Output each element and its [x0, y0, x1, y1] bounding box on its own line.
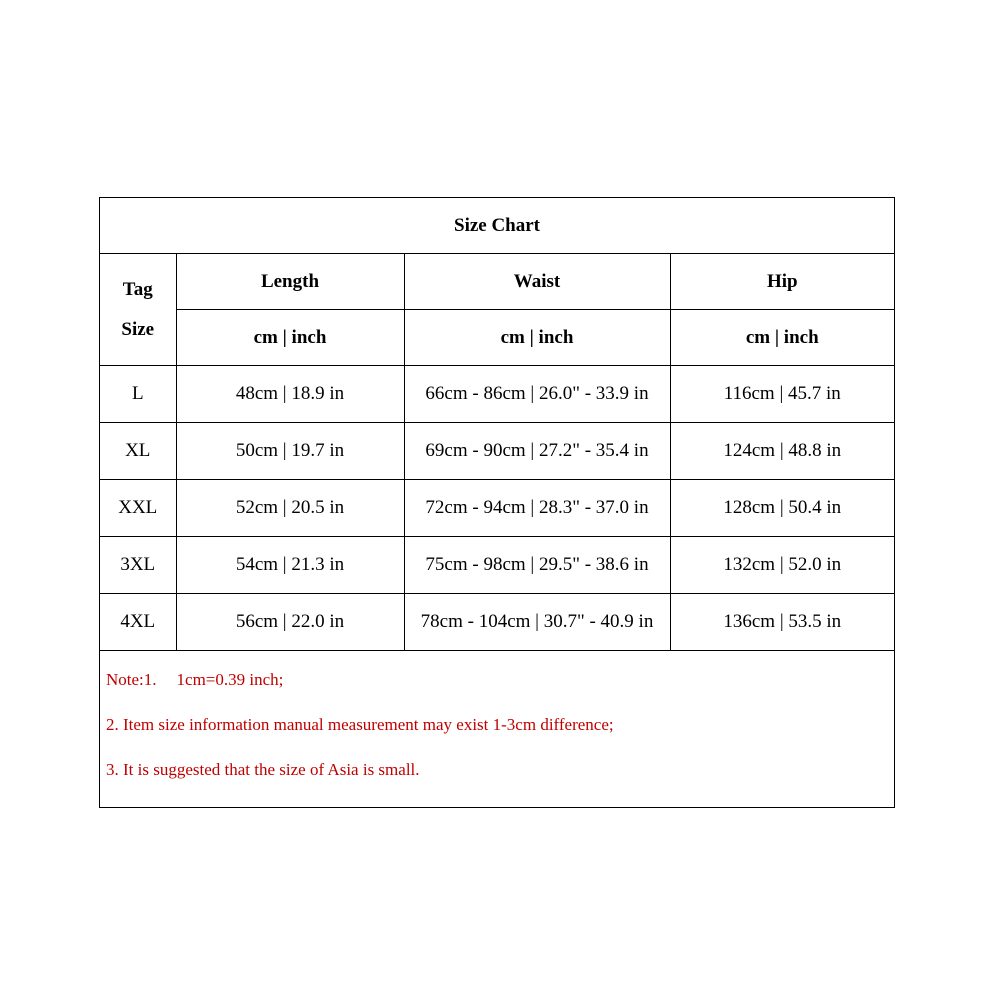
size-label: Size: [121, 318, 155, 340]
length-unit: cm | inch: [176, 310, 404, 366]
table-row: [100, 423, 894, 480]
waist-cell: 66cm - 86cm | 26.0" - 33.9 in: [404, 366, 670, 423]
waist-cell: 72cm - 94cm | 28.3" - 37.0 in: [404, 480, 670, 537]
length-cell: 52cm | 20.5 in: [176, 480, 404, 537]
waist-unit: cm | inch: [404, 310, 670, 366]
table-row: [100, 366, 894, 423]
table-row: [100, 594, 894, 651]
hip-unit: cm | inch: [670, 310, 894, 366]
note-2: 2. Item size information manual measurement may exist 1-3cm difference;: [106, 715, 614, 734]
hip-cell: 136cm | 53.5 in: [670, 594, 894, 651]
hip-header: Hip: [670, 254, 894, 310]
size-table: [100, 198, 894, 651]
table-row: [100, 480, 894, 537]
size-cell: 4XL: [100, 594, 176, 651]
length-cell: 50cm | 19.7 in: [176, 423, 404, 480]
waist-cell: 69cm - 90cm | 27.2" - 35.4 in: [404, 423, 670, 480]
length-cell: 56cm | 22.0 in: [176, 594, 404, 651]
note-1-prefix: Note:1.: [106, 670, 157, 689]
note-3: 3. It is suggested that the size of Asia is small.: [106, 760, 420, 779]
length-cell: 54cm | 21.3 in: [176, 537, 404, 594]
size-cell: XXL: [100, 480, 176, 537]
tag-size-header: [100, 254, 176, 366]
hip-cell: 132cm | 52.0 in: [670, 537, 894, 594]
note-1: [106, 663, 894, 708]
waist-cell: 78cm - 104cm | 30.7" - 40.9 in: [404, 594, 670, 651]
tag-label: Tag: [122, 278, 153, 300]
size-chart: [99, 197, 895, 808]
waist-header: Waist: [404, 254, 670, 310]
length-cell: 48cm | 18.9 in: [176, 366, 404, 423]
chart-title: Size Chart: [100, 198, 894, 254]
notes-section: [100, 651, 894, 798]
hip-cell: 116cm | 45.7 in: [670, 366, 894, 423]
size-cell: XL: [100, 423, 176, 480]
size-cell: L: [100, 366, 176, 423]
table-row: [100, 537, 894, 594]
hip-cell: 128cm | 50.4 in: [670, 480, 894, 537]
waist-cell: 75cm - 98cm | 29.5" - 38.6 in: [404, 537, 670, 594]
hip-cell: 124cm | 48.8 in: [670, 423, 894, 480]
size-cell: 3XL: [100, 537, 176, 594]
note-1-text: 1cm=0.39 inch;: [176, 670, 284, 689]
length-header: Length: [176, 254, 404, 310]
